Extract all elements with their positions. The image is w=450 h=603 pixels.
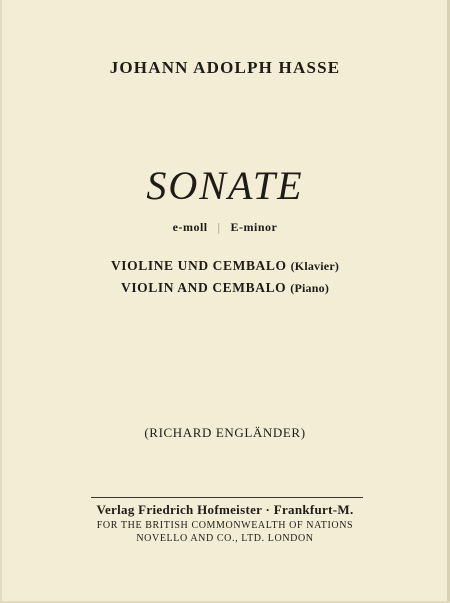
distribution-line-1: FOR THE BRITISH COMMONWEALTH OF NATIONS xyxy=(96,520,354,531)
distribution-line-2: NOVELLO AND CO., LTD. LONDON xyxy=(136,533,314,544)
instrumentation-german xyxy=(0,258,450,274)
instrumentation-english-main: VIOLIN AND CEMBALO xyxy=(120,280,287,295)
composer-name: JOHANN ADOLPH HASSE xyxy=(109,58,341,77)
instrumentation-german-main: VIOLINE UND CEMBALO xyxy=(110,258,287,273)
editor-credit: (RICHARD ENGLÄNDER) xyxy=(144,425,306,440)
instrumentation-german-paren: (Klavier) xyxy=(290,259,340,273)
key-german: e-moll xyxy=(172,220,208,234)
instrumentation-english-paren: (Piano) xyxy=(290,281,330,295)
key-english: E-minor xyxy=(230,220,278,234)
work-title: SONATE xyxy=(146,163,304,208)
publisher-divider xyxy=(91,497,363,498)
publisher-line: Verlag Friedrich Hofmeister · Frankfurt-M. xyxy=(96,502,354,517)
key-signature-line xyxy=(0,220,450,235)
key-separator: | xyxy=(217,220,221,234)
instrumentation-english xyxy=(0,280,450,296)
